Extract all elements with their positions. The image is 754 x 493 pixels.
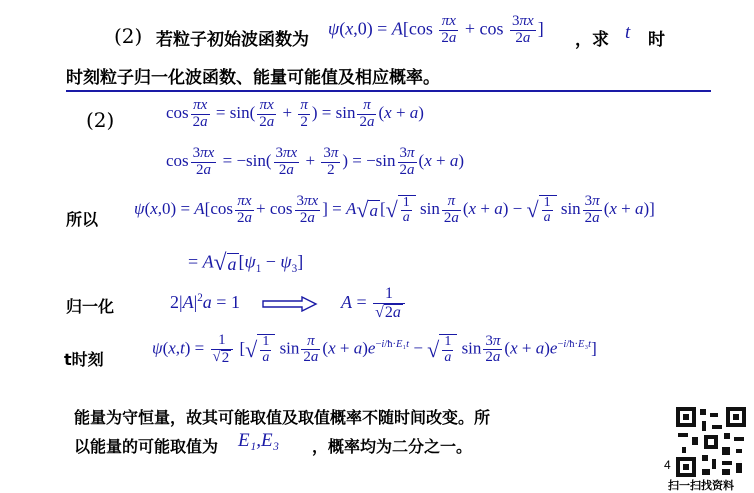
solution-part-label: (2): [86, 108, 115, 132]
question-line1-prefix: 若粒子初始波函数为: [156, 30, 309, 50]
cos-identity-2: cos $\frac{3\pi x}{2a}$ = −sin( $\frac{3\pi x}{2a}$ + $\frac{3\pi}{2}$ ) = −sin $\frac{3\pi}{2a}$ (x + a): [166, 145, 465, 178]
conclusion-line2-prefix: 以能量的可能取值为: [74, 437, 219, 456]
t-time-label: t时刻: [64, 350, 104, 369]
question-line2: 时刻粒子归一化波函数、能量可能值及相应概率。: [66, 68, 440, 88]
implies-arrow-icon: [262, 296, 318, 312]
question-line1-end: 时: [648, 30, 665, 50]
psi0-expansion: ψ(x,0) = A[cos $\frac{\pi x}{2a}$ + cos $\frac{3\pi x}{2a}$ ] = A√a [√ $\frac{1}{a}$ sin $\frac{\pi}{2a}$ (x + a) − √ $\frac{1}{a}$ sin $\frac{3\pi}{2a}$ (x + a)]: [134, 193, 655, 226]
normalize-label: 归一化: [66, 297, 115, 316]
psi0-compact: = A√a $[\psi_1 - \psi_3]$: [188, 250, 304, 276]
conclusion-line2-suffix: ，概率均为二分之一。: [312, 437, 473, 456]
energy-values: E₁,E₃: [238, 430, 280, 451]
therefore-label: 所以: [66, 210, 99, 229]
cos-identity-1: cos $\frac{\pi x}{2a}$ = sin( $\frac{\pi x}{2a}$ + $\frac{\pi}{2}$ ) = sin $\frac{\pi}{2a}$ (x + a): [166, 97, 424, 130]
conclusion-line1: 能量为守恒量，故其可能取值及取值概率不随时间改变。所: [74, 408, 491, 427]
initial-wavefunction-formula: ψ(x,0) = A[cos $\frac{\pi x}{2a}$ + cos $\frac{3\pi x}{2a}$ ]: [328, 13, 544, 46]
header-divider: [66, 90, 711, 92]
normalization-equation: $2|A|^2a = 1$ A = $\frac{1}{√2a}$: [170, 286, 407, 322]
question-part-label: (2): [114, 24, 143, 48]
question-t-variable: t: [625, 22, 631, 43]
psi-t-formula: ψ(x,t) = $\frac{1}{√2}$ [√ $\frac{1}{a}$ sin $\frac{\pi}{2a}$ $(x + a)e^{-i/ħ\cdot E_1t}$ − √ $\frac{1}{a}$ sin $\frac{3\pi}{2a}$ $(x + a)e^{-i/ħ\cdot E_3t}$]: [152, 332, 597, 366]
qr-code-icon[interactable]: [676, 407, 746, 477]
qr-caption: 扫一扫找资料: [668, 479, 734, 492]
question-line1-suffix: ，求: [575, 30, 609, 50]
page-number: 4: [664, 458, 671, 472]
